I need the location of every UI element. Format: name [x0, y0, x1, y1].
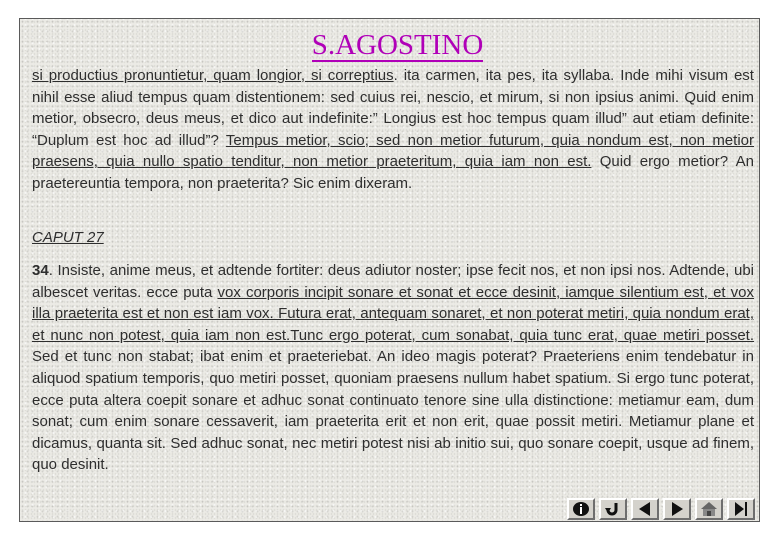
next-icon — [668, 501, 686, 517]
slide — [19, 18, 760, 522]
info-icon — [572, 501, 590, 517]
paragraph-text: Sed et tunc non stabat; ibat enim et praeteriebat. An ideo magis poterat? Praeteriens enim tendebatur in aliquod spatium temporis, quo metiri posset, quoniam praesens nullum habet spatium. Si ergo tunc poterat, ecce puta altera coepit sonare et adhuc sonat continuato tenore sine ulla distinctione: metiamur eam, dum sonat; cum enim sonare cessaverit, iam praeterita erit et non erit, quae possit metiri. Metiamur plane et dicamus, quanta sit. Sed adhuc sonat, nec metiri potest nisi ab initio sui, quo sonare coepit, usque ad finem, quo desinit. — [32, 348, 754, 474]
return-icon — [604, 501, 622, 517]
home-icon — [700, 501, 718, 517]
info-button[interactable] — [567, 498, 595, 520]
paragraph-2 — [32, 260, 754, 476]
return-button[interactable] — [599, 498, 627, 520]
paragraph-1 — [32, 65, 754, 194]
previous-icon — [636, 501, 654, 517]
underlined-passage: si productius pronuntietur, quam longior, si correptius — [32, 67, 394, 84]
paragraph-text: Quid ergo metior? An praetereuntia tempora, non praeterita? Sic enim dixeram. — [32, 153, 754, 192]
navigation-bar — [567, 498, 755, 520]
title-text: S.AGOSTINO — [311, 29, 484, 61]
page-title — [20, 29, 759, 62]
paragraph-text: . ita carmen, ita pes, ita syllaba. Inde mihi visum est nihil esse aliud tempus quam distentionem: sed cuius rei, nescio, et mirum, si non ipsius animi. Quid enim metior, obsecro, deus meus, et dico aut indefinite:” Longius est hoc tempus quam illud” aut etiam definite: “Duplum est hoc ad illud”? — [32, 67, 754, 149]
last-button[interactable] — [727, 498, 755, 520]
paragraph-text: . Insiste, anime meus, et adtende fortiter: deus adiutor noster; ipse fecit nos, et non ipsi nos. Adtende, ubi albescet veritas. ecce puta — [32, 262, 754, 301]
chapter-heading: CAPUT 27 — [32, 229, 104, 246]
next-button[interactable] — [663, 498, 691, 520]
previous-button[interactable] — [631, 498, 659, 520]
underlined-passage: Tempus metior, scio; sed non metior futurum, quia nondum est, non metior praesens, quia nullo spatio tenditur, non metior praeteritum, quia iam non est. — [32, 131, 754, 170]
home-button[interactable] — [695, 498, 723, 520]
last-icon — [732, 501, 750, 517]
section-number: 34 — [32, 262, 49, 279]
underlined-passage: vox corporis incipit sonare et sonat et ecce desinit, iamque silentium est, et vox illa praeterita est et non est iam vox. Futura erat, antequam sonaret, et non poterat metiri, quia nondum erat, et nunc non potest, quia iam non est.Tunc ergo poterat, cum sonabat, quia tunc erat, quae metiri posset. — [32, 283, 755, 344]
